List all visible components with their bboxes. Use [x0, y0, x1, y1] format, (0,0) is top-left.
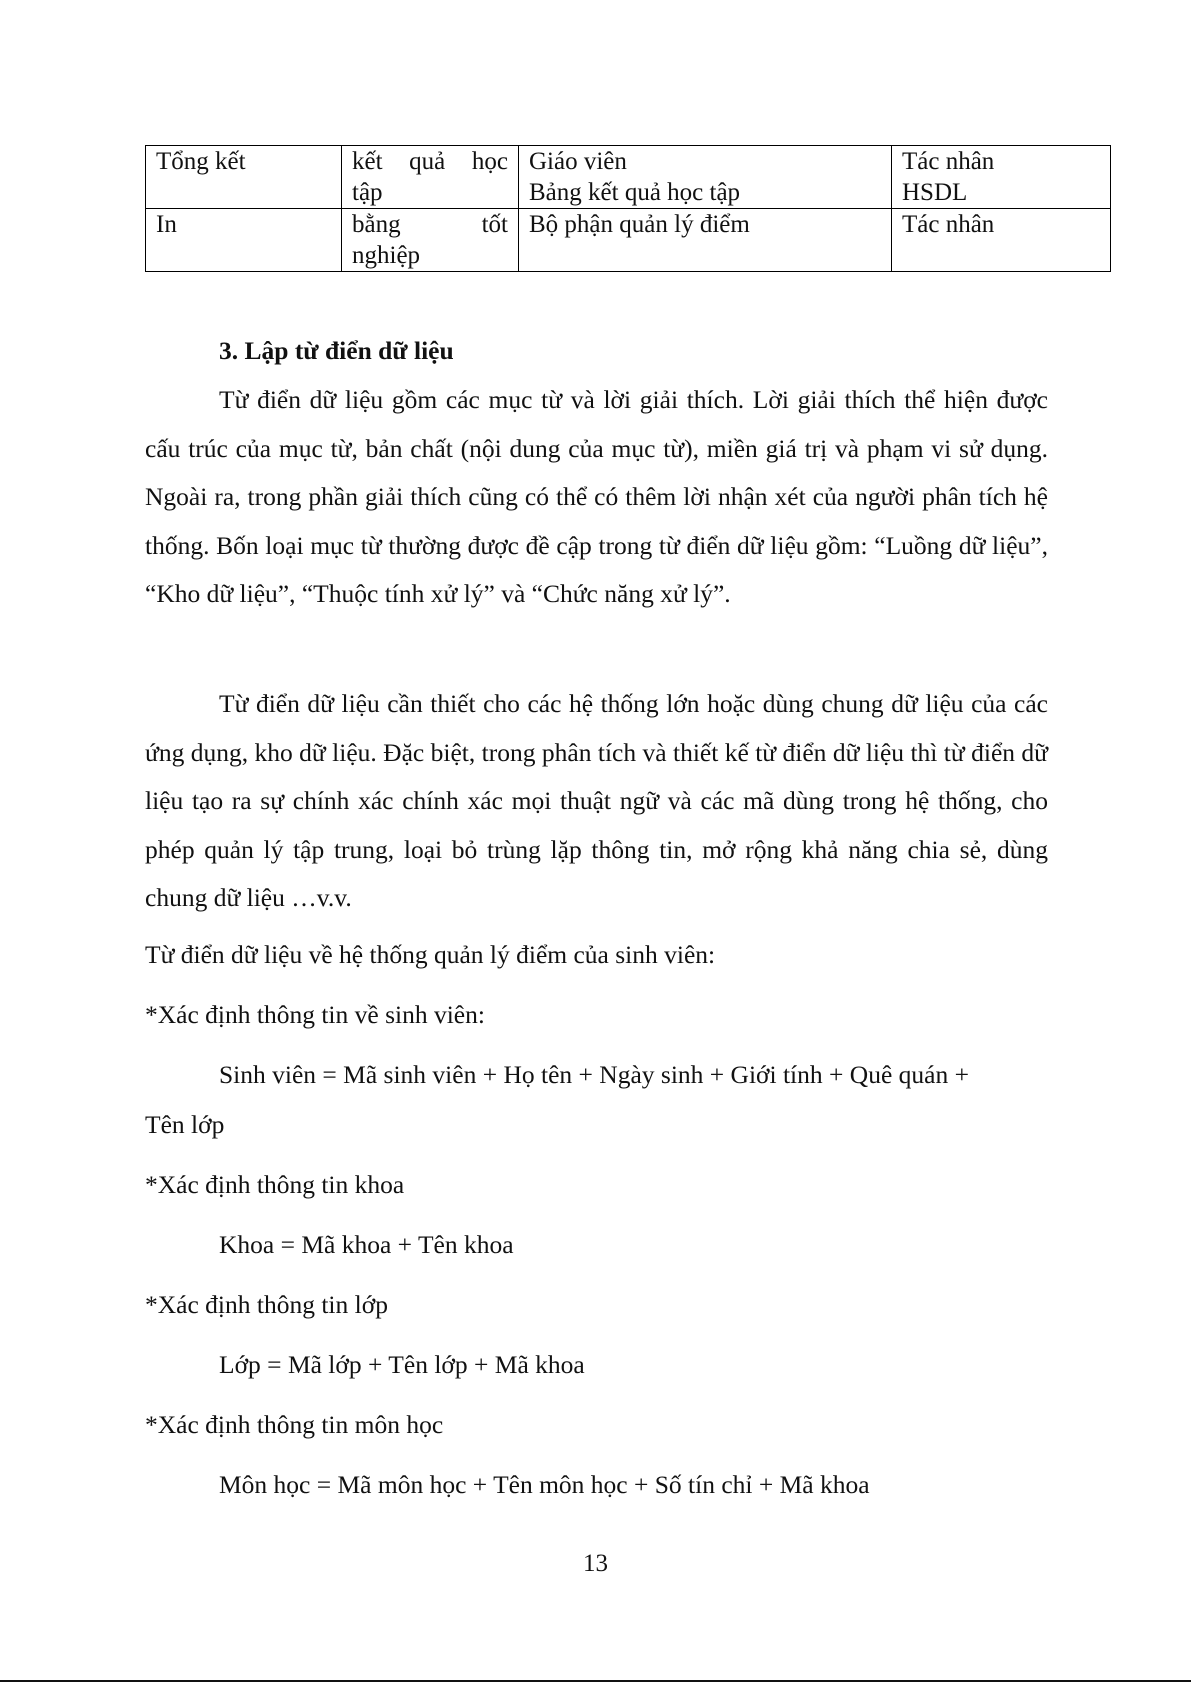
paragraph-1: Từ điển dữ liệu gồm các mục từ và lời giải thích. Lời giải thích thể hiện được cấu trúc của mục từ, bản chất (nội dung của mục từ), miền giá trị và phạm vi sử dụng. Ngoài ra, trong phần giải thích cũng có thể có thêm lời nhận xét của người phân tích hệ thống. Bốn loại mục từ thường được đề cập trong từ điển dữ liệu gồm: “Luồng dữ liệu”, “Kho dữ liệu”, “Thuộc tính xử lý” và “Chức năng xử lý”. [145, 385, 1048, 608]
cell-text: Tổng kết [156, 148, 246, 175]
cell-text: HSDL [902, 179, 968, 206]
table-cell [892, 146, 1111, 209]
table-cell [519, 209, 892, 272]
cell-text: In [156, 211, 177, 238]
table-row [146, 146, 1111, 209]
cell-text: kết quả học [352, 148, 508, 175]
table-cell [342, 146, 519, 209]
cell-text: tập [352, 179, 383, 206]
table-cell [146, 209, 342, 272]
student-heading: *Xác định thông tin về sinh viên: [145, 1000, 485, 1029]
table-cell [519, 146, 892, 209]
table-cell [342, 209, 519, 272]
subject-heading: *Xác định thông tin môn học [145, 1410, 444, 1439]
class-heading: *Xác định thông tin lớp [145, 1290, 388, 1319]
cell-text: nghiệp [352, 242, 421, 269]
intro-line: Từ điển dữ liệu về hệ thống quản lý điểm của sinh viên: [145, 940, 716, 969]
cell-text: bằng tốt [352, 211, 508, 238]
cell-text: Bộ phận quản lý điểm [529, 211, 750, 238]
cell-spacer [529, 240, 881, 271]
bottom-rule [0, 1680, 1191, 1682]
class-definition: Lớp = Mã lớp + Tên lớp + Mã khoa [219, 1350, 585, 1379]
cell-text: Giáo viên [529, 148, 627, 175]
student-definition: Sinh viên = Mã sinh viên + Họ tên + Ngày sinh + Giới tính + Quê quán + [219, 1060, 969, 1089]
table-cell [146, 146, 342, 209]
student-definition-cont: Tên lớp [145, 1110, 225, 1139]
paragraph-2: Từ điển dữ liệu cần thiết cho các hệ thống lớn hoặc dùng chung dữ liệu của các ứng dụng, kho dữ liệu. Đặc biệt, trong phân tích và thiết kế từ điển dữ liệu thì từ điển dữ liệu tạo ra sự chính xác chính xác mọi thuật ngữ và các mã dùng trong hệ thống, cho phép quản lý tập trung, loại bỏ trùng lặp thông tin, mở rộng khả năng chia sẻ, dùng chung dữ liệu …v.v. [145, 689, 1048, 912]
section-heading: 3. Lập từ điển dữ liệu [219, 336, 454, 365]
actor-table [145, 145, 1111, 272]
faculty-heading: *Xác định thông tin khoa [145, 1170, 405, 1199]
table-cell [892, 209, 1111, 272]
cell-text: Bảng kết quả học tập [529, 179, 741, 206]
cell-text: Tác nhân [902, 211, 995, 238]
cell-text: Tác nhân [902, 148, 995, 175]
subject-definition: Môn học = Mã môn học + Tên môn học + Số tín chỉ + Mã khoa [219, 1470, 870, 1499]
table-row [146, 209, 1111, 272]
page-number: 13 [583, 1550, 608, 1577]
faculty-definition: Khoa = Mã khoa + Tên khoa [219, 1230, 514, 1259]
